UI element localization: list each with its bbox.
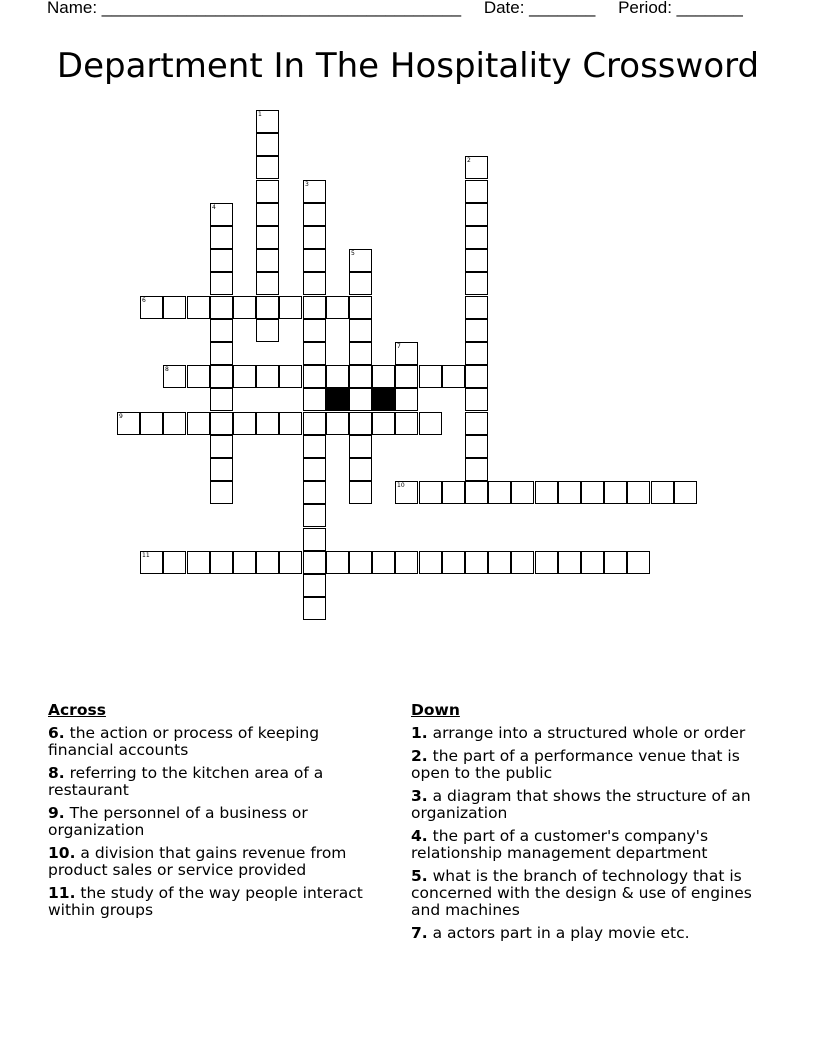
grid-cell[interactable] [256,156,279,179]
clue-text: the study of the way people interact within groups [48,884,363,919]
grid-cell[interactable] [187,365,210,388]
grid-cell[interactable] [395,388,418,411]
grid-cell[interactable] [419,551,442,574]
clue-number: 4. [411,827,428,845]
clue-across-6 [48,725,388,759]
grid-cell[interactable] [326,365,349,388]
grid-cell[interactable] [372,551,395,574]
grid-cell[interactable] [465,342,488,365]
grid-cell[interactable] [465,365,488,388]
clue-across-8 [48,765,388,799]
clue-number: 7. [411,924,428,942]
clue-down-1 [411,725,781,742]
grid-cell[interactable] [349,365,372,388]
grid-cell[interactable] [256,203,279,226]
grid-cell[interactable] [326,412,349,435]
grid-cell[interactable] [674,481,697,504]
clue-text: arrange into a structured whole or order [432,724,746,742]
grid-cell[interactable] [442,551,465,574]
grid-cell[interactable] [419,481,442,504]
cell-number: 3 [305,181,309,188]
grid-cell[interactable] [210,435,233,458]
grid-cell[interactable] [303,180,326,203]
clue-text: what is the branch of technology that is concerned with the design & use of engines and machines [411,867,752,919]
grid-cell[interactable] [372,412,395,435]
grid-cell[interactable] [349,481,372,504]
clue-number: 2. [411,747,428,765]
clue-text: the part of a customer's company's relationship management department [411,827,709,862]
date-field[interactable]: Date: _______ [483,0,596,17]
clue-number: 11. [48,884,76,902]
grid-cell[interactable] [349,388,372,411]
clue-number: 1. [411,724,428,742]
cell-number: 2 [467,157,471,164]
clue-number: 10. [48,844,76,862]
grid-cell[interactable] [372,365,395,388]
grid-cell[interactable] [395,481,418,504]
grid-cell[interactable] [303,551,326,574]
grid-cell[interactable] [210,249,233,272]
grid-cell[interactable] [465,319,488,342]
cell-number: 11 [142,552,150,559]
grid-cell[interactable] [210,226,233,249]
grid-cell[interactable] [163,365,186,388]
grid-cell[interactable] [279,365,302,388]
grid-cell[interactable] [256,365,279,388]
grid-cell[interactable] [256,319,279,342]
grid-cell[interactable] [581,551,604,574]
grid-cell[interactable] [256,551,279,574]
grid-cell[interactable] [233,551,256,574]
clue-down-7 [411,925,781,942]
grid-cell[interactable] [256,110,279,133]
grid-cell[interactable] [465,551,488,574]
grid-cell[interactable] [465,226,488,249]
grid-cell[interactable] [465,272,488,295]
grid-cell[interactable] [326,551,349,574]
cell-number: 1 [258,111,262,118]
grid-cell[interactable] [349,272,372,295]
grid-cell[interactable] [210,342,233,365]
grid-cell[interactable] [419,412,442,435]
grid-cell[interactable] [627,481,650,504]
grid-cell[interactable] [465,156,488,179]
grid-cell[interactable] [465,388,488,411]
grid-cell[interactable] [465,249,488,272]
grid-cell[interactable] [256,272,279,295]
grid-cell[interactable] [187,296,210,319]
grid-cell[interactable] [140,551,163,574]
student-info-line [47,0,816,19]
grid-cell[interactable] [511,551,534,574]
grid-cell[interactable] [256,296,279,319]
grid-cell[interactable] [163,551,186,574]
grid-cell[interactable] [651,481,674,504]
grid-cell[interactable] [349,412,372,435]
grid-cell[interactable] [210,481,233,504]
clue-number: 9. [48,804,65,822]
grid-cell[interactable] [535,481,558,504]
grid-cell[interactable] [465,435,488,458]
grid-cell[interactable] [349,342,372,365]
cell-number: 7 [397,343,401,350]
grid-cell[interactable] [465,458,488,481]
grid-cell[interactable] [256,133,279,156]
clue-number: 5. [411,867,428,885]
grid-cell[interactable] [303,319,326,342]
grid-cell[interactable] [210,388,233,411]
grid-cell[interactable] [256,249,279,272]
down-clue-list [411,725,781,942]
grid-cell[interactable] [581,481,604,504]
grid-cell[interactable] [627,551,650,574]
clue-text: the action or process of keeping financial accounts [48,724,320,759]
grid-cell[interactable] [604,551,627,574]
grid-cell[interactable] [535,551,558,574]
grid-cell[interactable] [163,412,186,435]
across-clue-list [48,725,388,919]
cell-number: 6 [142,297,146,304]
grid-cell[interactable] [349,249,372,272]
clue-text: a actors part in a play movie etc. [432,924,690,942]
clue-down-4 [411,828,781,862]
clue-text: a diagram that shows the structure of an organization [411,787,751,822]
grid-cell[interactable] [303,412,326,435]
clue-across-11 [48,885,388,919]
grid-cell[interactable] [442,481,465,504]
grid-cell[interactable] [511,481,534,504]
grid-cell[interactable] [210,203,233,226]
grid-cell[interactable] [303,203,326,226]
cell-number: 4 [212,204,216,211]
grid-cell[interactable] [187,551,210,574]
grid-cell[interactable] [395,551,418,574]
cell-number: 8 [165,366,169,373]
grid-cell[interactable] [465,412,488,435]
grid-cell[interactable] [303,528,326,551]
grid-cell[interactable] [233,296,256,319]
grid-cell[interactable] [558,551,581,574]
grid-cell[interactable] [465,180,488,203]
grid-cell[interactable] [210,319,233,342]
grid-cell[interactable] [210,365,233,388]
grid-cell[interactable] [233,412,256,435]
grid-cell[interactable] [256,226,279,249]
clue-text: a division that gains revenue from product sales or service provided [48,844,347,879]
grid-cell[interactable] [256,180,279,203]
grid-cell[interactable] [233,365,256,388]
grid-cell[interactable] [210,296,233,319]
clue-number: 6. [48,724,65,742]
grid-cell[interactable] [210,458,233,481]
grid-cell[interactable] [140,412,163,435]
grid-cell[interactable] [395,412,418,435]
grid-cell[interactable] [349,296,372,319]
clue-number: 8. [48,764,65,782]
grid-cell[interactable] [395,365,418,388]
clue-down-3 [411,788,781,822]
name-field[interactable]: Name: ______________________________________ [47,0,462,17]
grid-cell[interactable] [279,551,302,574]
grid-cell[interactable] [279,412,302,435]
clue-across-9 [48,805,388,839]
grid-cell[interactable] [349,319,372,342]
down-heading: Down [411,701,460,719]
grid-cell[interactable] [349,551,372,574]
grid-cell[interactable] [140,296,163,319]
grid-cell[interactable] [465,203,488,226]
grid-cell[interactable] [303,226,326,249]
grid-cell[interactable] [256,412,279,435]
grid-cell[interactable] [558,481,581,504]
grid-cell[interactable] [303,342,326,365]
grid-cell[interactable] [303,388,326,411]
grid-cell[interactable] [419,365,442,388]
clue-text: the part of a performance venue that is open to the public [411,747,740,782]
grid-cell[interactable] [303,504,326,527]
clue-text: referring to the kitchen area of a restaurant [48,764,324,799]
grid-cell[interactable] [210,551,233,574]
grid-cell[interactable] [488,551,511,574]
grid-cell[interactable] [465,481,488,504]
grid-cell[interactable] [117,412,140,435]
cell-number: 9 [119,413,123,420]
grid-cell[interactable] [303,597,326,620]
grid-cell[interactable] [210,412,233,435]
grid-cell[interactable] [303,574,326,597]
black-cell [326,388,349,411]
across-clues [48,700,388,925]
grid-cell[interactable] [395,342,418,365]
grid-cell[interactable] [442,365,465,388]
grid-cell[interactable] [326,296,349,319]
grid-cell[interactable] [279,296,302,319]
down-clues [411,700,781,948]
clue-number: 3. [411,787,428,805]
grid-cell[interactable] [349,458,372,481]
grid-cell[interactable] [303,296,326,319]
clue-down-5 [411,868,781,919]
grid-cell[interactable] [210,272,233,295]
grid-cell[interactable] [303,249,326,272]
grid-cell[interactable] [349,435,372,458]
grid-cell[interactable] [303,272,326,295]
page-title: Department In The Hospitality Crossword [56,46,760,86]
clue-down-2 [411,748,781,782]
clue-text: The personnel of a business or organization [48,804,308,839]
across-heading: Across [48,701,106,719]
grid-cell[interactable] [465,296,488,319]
grid-cell[interactable] [303,481,326,504]
grid-cell[interactable] [303,435,326,458]
black-cell [372,388,395,411]
grid-cell[interactable] [604,481,627,504]
period-field[interactable]: Period: _______ [618,0,743,17]
grid-cell[interactable] [303,365,326,388]
grid-cell[interactable] [488,481,511,504]
grid-cell[interactable] [163,296,186,319]
cell-number: 10 [397,482,405,489]
grid-cell[interactable] [303,458,326,481]
grid-cell[interactable] [187,412,210,435]
cell-number: 5 [351,250,355,257]
clue-across-10 [48,845,388,879]
